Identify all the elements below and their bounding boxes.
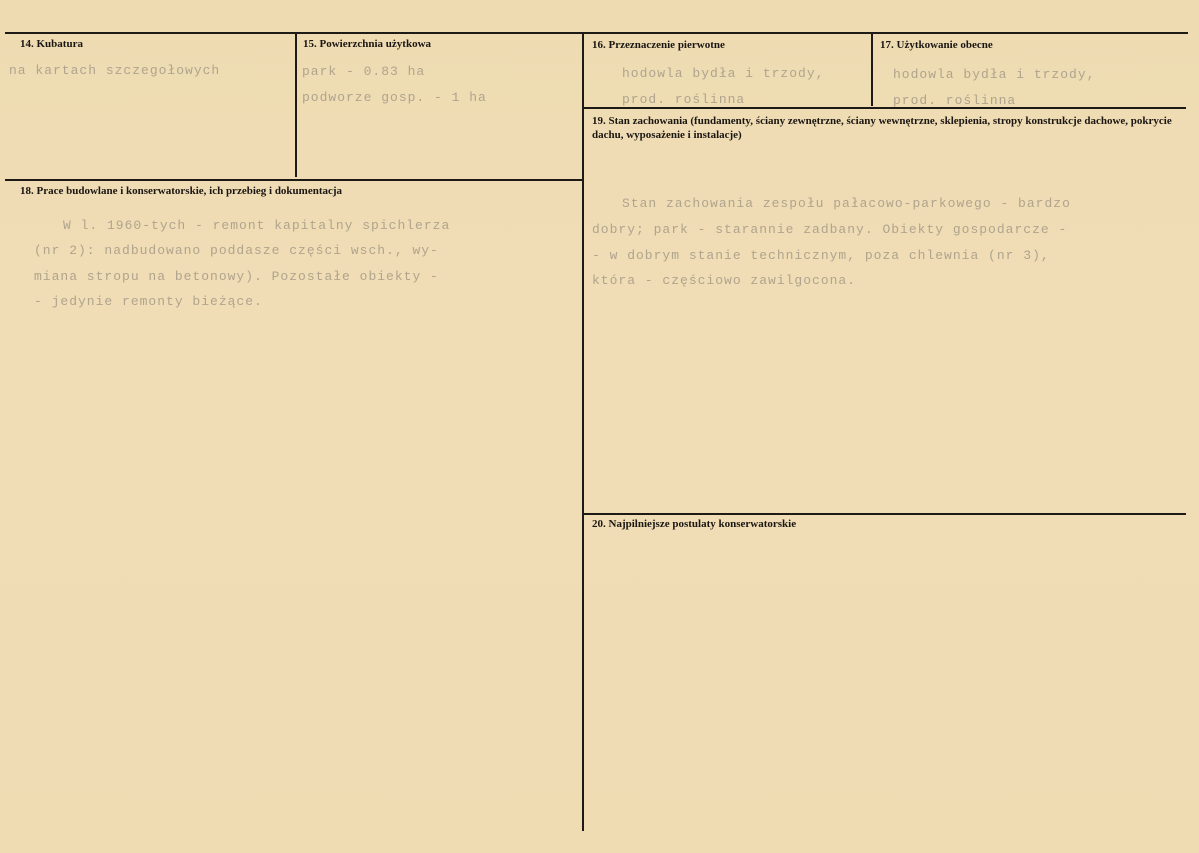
section-19-line-2: dobry; park - starannie zadbany. Obiekty gospodarcze - (592, 222, 1068, 237)
section-16-line-1: hodowla bydła i trzody, (622, 66, 825, 81)
section-14-label: 14. Kubatura (20, 38, 83, 50)
section-19-line-3: - w dobrym stanie technicznym, poza chlewnia (nr 3), (592, 248, 1050, 263)
rule-under-16-17 (583, 107, 1186, 109)
section-17-line-2: prod. roślinna (893, 93, 1017, 108)
section-18-line-2: (nr 2): nadbudowano poddasze części wsch., wy- (34, 243, 439, 258)
top-rule (5, 32, 1188, 34)
section-19-line-4: która - częściowo zawilgocona. (592, 273, 857, 288)
section-20-label: 20. Najpilniejsze postulaty konserwatorskie (592, 518, 797, 530)
section-18-line-4: - jedynie remonty bieżące. (34, 294, 263, 309)
section-15-line-2: podworze gosp. - 1 ha (302, 90, 487, 105)
section-14-text: na kartach szczegołowych (9, 63, 221, 78)
section-19-line-1: Stan zachowania zespołu pałacowo-parkowego - bardzo (622, 196, 1071, 211)
divider-14-15 (295, 33, 297, 177)
section-15-label: 15. Powierzchnia użytkowa (303, 38, 432, 50)
section-18-line-3: miana stropu na betonowy). Pozostałe obiekty - (34, 269, 439, 284)
section-17-line-1: hodowla bydła i trzody, (893, 67, 1096, 82)
section-19-label: 19. Stan zachowania (fundamenty, ściany zewnętrzne, ściany wewnętrzne, sklepienia, stropy konstrukcje dachowe, pokrycie dachu, wyposażenie i instalacje) (592, 115, 1172, 141)
center-divider (582, 33, 584, 831)
section-18-line-1: W l. 1960-tych - remont kapitalny spichlerza (63, 218, 451, 233)
divider-16-17 (871, 33, 873, 106)
rule-above-20 (583, 513, 1186, 515)
rule-under-14-15 (5, 179, 583, 181)
section-15-line-1: park - 0.83 ha (302, 64, 426, 79)
section-17-label: 17. Użytkowanie obecne (880, 39, 993, 51)
section-16-line-2: prod. roślinna (622, 92, 746, 107)
section-18-label: 18. Prace budowlane i konserwatorskie, ich przebieg i dokumentacja (20, 185, 343, 197)
section-16-label: 16. Przeznaczenie pierwotne (592, 39, 725, 51)
